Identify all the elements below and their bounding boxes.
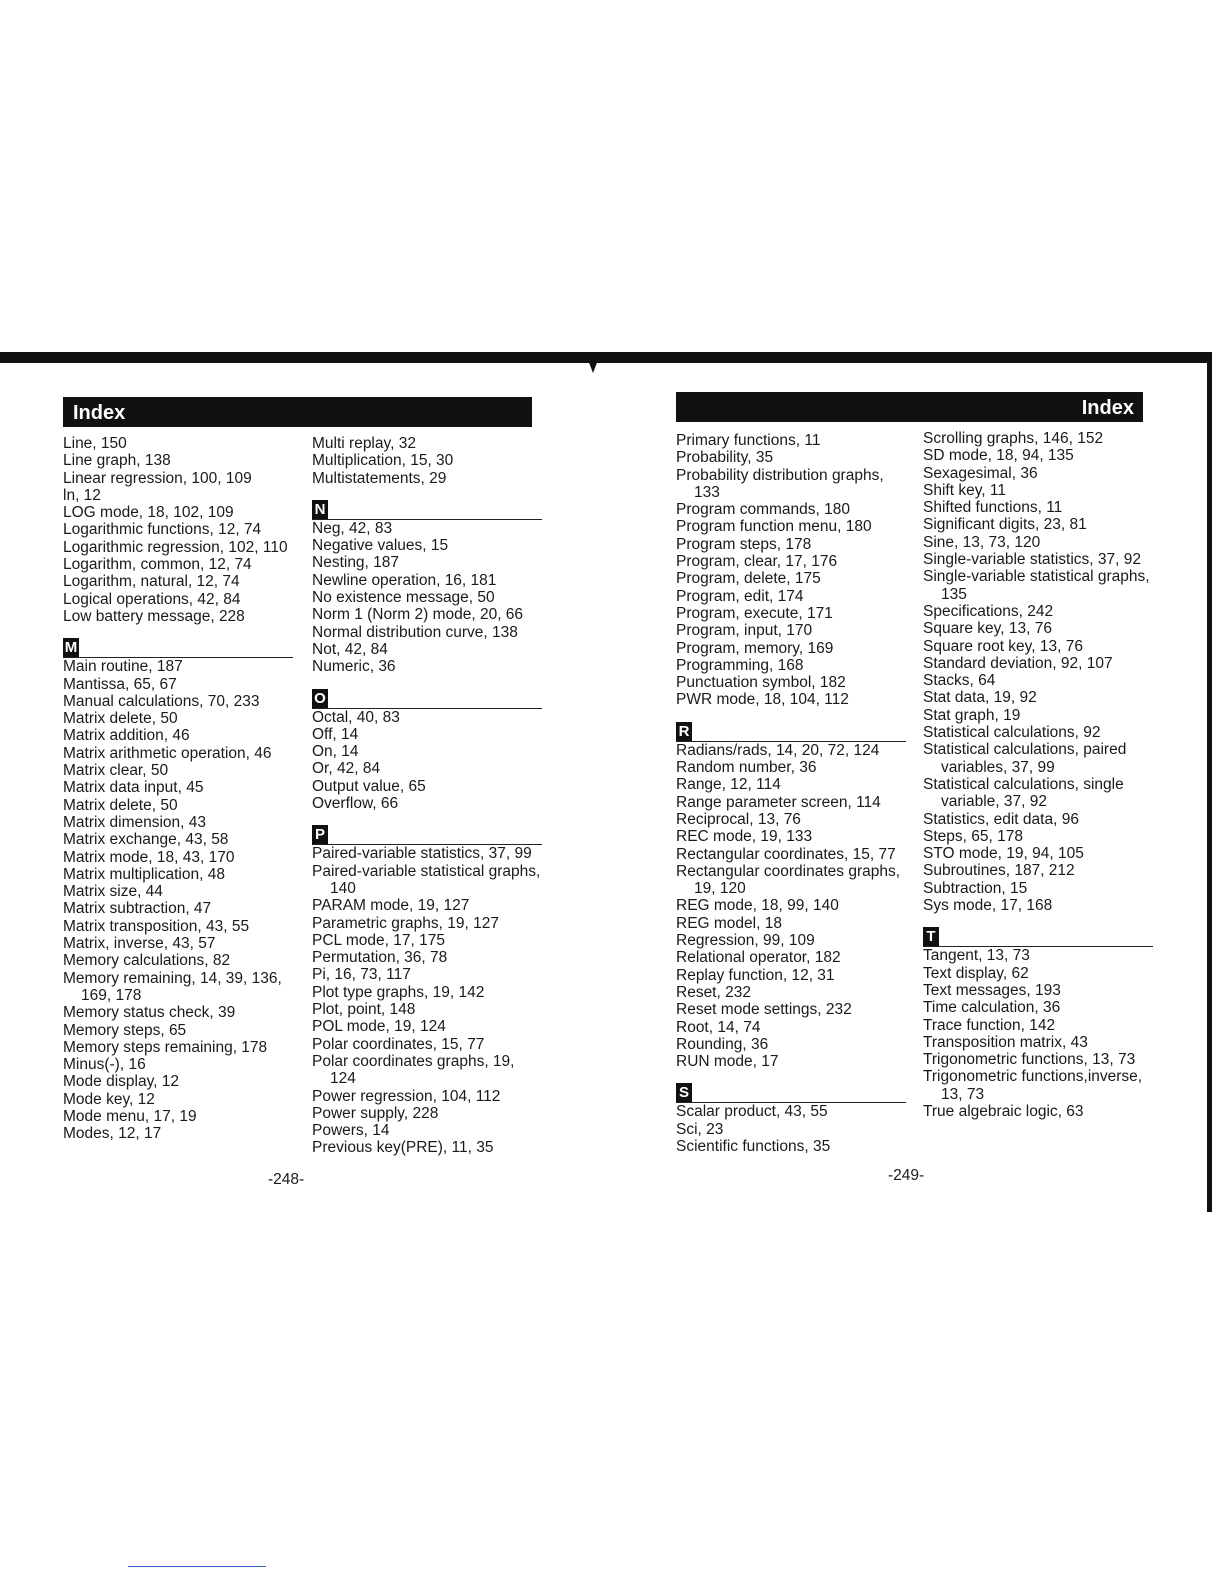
index-entry: Shifted functions, 11 <box>923 499 1063 517</box>
index-entry: Primary functions, 11 <box>676 432 821 449</box>
index-entry: Relational operator, 182 <box>676 949 841 967</box>
index-section <box>676 1082 906 1155</box>
index-entry: Mantissa, 65, 67 <box>63 675 177 693</box>
index-entry: Range parameter screen, 114 <box>676 793 881 811</box>
index-entry: Logarithm, common, 12, 74 <box>63 556 252 574</box>
index-entry: Matrix mode, 18, 43, 170 <box>63 848 235 866</box>
index-entry: Matrix arithmetic operation, 46 <box>63 744 272 762</box>
index-entry: Program, clear, 17, 176 <box>676 553 838 571</box>
section-letter: N <box>312 500 328 519</box>
index-entry: Program commands, 180 <box>676 501 851 519</box>
index-entry: Overflow, 66 <box>312 795 399 813</box>
index-entry: Single-variable statistics, 37, 92 <box>923 551 1141 569</box>
index-entry: True algebraic logic, 63 <box>923 1102 1084 1120</box>
index-entry: Plot type graphs, 19, 142 <box>312 983 485 1001</box>
index-entry: Specifications, 242 <box>923 602 1054 620</box>
index-title-left: Index <box>73 402 126 424</box>
index-entry: Program, input, 170 <box>676 622 813 640</box>
index-entry: Reciprocal, 13, 76 <box>676 810 801 828</box>
index-section <box>63 435 293 625</box>
index-entry: Probability distribution graphs, 133 <box>676 466 884 501</box>
index-section <box>312 824 542 1156</box>
index-entry: Octal, 40, 83 <box>312 708 400 726</box>
index-entry: Memory calculations, 82 <box>63 952 231 970</box>
index-entry: Significant digits, 23, 81 <box>923 516 1087 534</box>
index-entry: Memory status check, 39 <box>63 1004 236 1022</box>
index-entry: Logical operations, 42, 84 <box>63 590 241 608</box>
section-divider <box>63 637 293 658</box>
index-section <box>63 637 293 1142</box>
index-entry: Radians/rads, 14, 20, 72, 124 <box>676 741 880 759</box>
index-entry: Polar coordinates, 15, 77 <box>312 1035 485 1053</box>
index-entry: Tangent, 13, 73 <box>923 947 1030 965</box>
index-entry: Memory remaining, 14, 39, 136, 169, 178 <box>63 969 282 1004</box>
index-entry: Steps, 65, 178 <box>923 827 1023 845</box>
section-divider <box>312 499 542 520</box>
index-entry: Text display, 62 <box>923 964 1029 982</box>
index-entry: Polar coordinates graphs, 19, 124 <box>312 1052 515 1088</box>
index-entry: Rounding, 36 <box>676 1035 769 1053</box>
index-entry: Permutation, 36, 78 <box>312 949 448 967</box>
section-divider <box>923 926 1153 947</box>
index-entry: Scrolling graphs, 146, 152 <box>923 430 1104 447</box>
section-letter: R <box>676 722 692 741</box>
index-entry: Line graph, 138 <box>63 452 171 470</box>
index-entry: Negative values, 15 <box>312 537 449 555</box>
index-header-left <box>63 397 532 427</box>
index-column-1 <box>63 435 293 1143</box>
section-letter: S <box>676 1083 692 1102</box>
section-letter: T <box>923 927 939 946</box>
index-entry: Power regression, 104, 112 <box>312 1087 501 1105</box>
index-entry: Statistical calculations, 92 <box>923 724 1101 742</box>
index-title-right: Index <box>1081 397 1134 419</box>
index-entry: Plot, point, 148 <box>312 1001 416 1019</box>
index-entry: On, 14 <box>312 743 359 761</box>
index-entry: Probability, 35 <box>676 449 774 467</box>
index-entry: Nesting, 187 <box>312 554 400 572</box>
index-entry: Matrix data input, 45 <box>63 779 204 797</box>
top-notch <box>588 360 598 373</box>
index-entry: Trace function, 142 <box>923 1016 1056 1034</box>
index-entry: Matrix, inverse, 43, 57 <box>63 935 216 953</box>
index-entry: Previous key(PRE), 11, 35 <box>312 1139 494 1157</box>
top-rule <box>0 352 1212 363</box>
page-edge-rule <box>1207 357 1212 1212</box>
index-entry: Sine, 13, 73, 120 <box>923 533 1041 551</box>
index-entry: STO mode, 19, 94, 105 <box>923 845 1084 863</box>
index-entry: Multistatements, 29 <box>312 469 447 487</box>
index-entry: Program steps, 178 <box>676 535 812 553</box>
index-entry: Memory steps, 65 <box>63 1021 187 1039</box>
index-entry: Statistical calculations, paired variables, 37, 99 <box>923 741 1127 776</box>
index-entry: Matrix subtraction, 47 <box>63 900 212 918</box>
index-entry: Random number, 36 <box>676 759 817 777</box>
index-column-2 <box>312 435 542 1157</box>
section-letter: M <box>64 639 78 657</box>
section-letter: P <box>312 825 328 844</box>
index-entry: Parametric graphs, 19, 127 <box>312 914 499 932</box>
index-entry: Numeric, 36 <box>312 658 396 676</box>
index-entry: Statistical calculations, single variable, 37, 92 <box>923 775 1124 811</box>
index-entry: Root, 14, 74 <box>676 1018 761 1036</box>
index-entry: REG model, 18 <box>676 914 782 932</box>
section-divider <box>312 824 542 845</box>
index-entry: Stacks, 64 <box>923 672 996 690</box>
index-entry: PWR mode, 18, 104, 112 <box>676 691 849 709</box>
index-entry: Matrix delete, 50 <box>63 710 178 728</box>
index-header-right <box>676 392 1143 422</box>
index-entry: Logarithmic functions, 12, 74 <box>63 521 262 539</box>
index-entry: Punctuation symbol, 182 <box>676 674 846 692</box>
section-divider <box>312 688 542 709</box>
index-entry: Trigonometric functions, 13, 73 <box>923 1051 1136 1069</box>
index-entry: Matrix addition, 46 <box>63 727 190 745</box>
index-entry: Rectangular coordinates, 15, 77 <box>676 845 896 863</box>
index-entry: Mode display, 12 <box>63 1073 180 1091</box>
index-entry: Newline operation, 16, 181 <box>312 571 497 589</box>
index-entry: Range, 12, 114 <box>676 776 781 794</box>
index-entry: REG mode, 18, 99, 140 <box>676 897 839 915</box>
index-section <box>676 432 906 709</box>
index-entry: Scalar product, 43, 55 <box>676 1103 828 1121</box>
index-entry: Single-variable statistical graphs, 135 <box>923 568 1150 603</box>
index-entry: Rectangular coordinates graphs, 19, 120 <box>676 862 901 898</box>
index-entry: Norm 1 (Norm 2) mode, 20, 66 <box>312 606 524 624</box>
index-entry: Matrix multiplication, 48 <box>63 865 225 883</box>
index-column-3 <box>676 432 906 1155</box>
index-entry: Multiplication, 15, 30 <box>312 452 454 470</box>
index-entry: Minus(-), 16 <box>63 1056 146 1074</box>
index-entry: Sci, 23 <box>676 1120 724 1138</box>
index-entry: Memory steps remaining, 178 <box>63 1038 268 1056</box>
index-entry: Modes, 12, 17 <box>63 1125 162 1143</box>
index-entry: Reset, 232 <box>676 983 751 1001</box>
index-entry: Sexagesimal, 36 <box>923 464 1038 482</box>
index-entry: Or, 42, 84 <box>312 760 381 778</box>
index-entry: Paired-variable statistical graphs, 140 <box>312 862 541 897</box>
index-entry: Programming, 168 <box>676 656 804 674</box>
index-section <box>312 688 542 813</box>
index-entry: Program, edit, 174 <box>676 587 804 605</box>
index-entry: Logarithmic regression, 102, 110 <box>63 538 288 556</box>
index-entry: Multi replay, 32 <box>312 435 416 452</box>
index-entry: Scientific functions, 35 <box>676 1137 831 1155</box>
section-letter: O <box>312 689 328 708</box>
index-entry: Matrix clear, 50 <box>63 762 169 780</box>
index-section <box>312 435 542 487</box>
index-entry: Stat graph, 19 <box>923 706 1021 724</box>
index-entry: Matrix dimension, 43 <box>63 813 207 831</box>
index-entry: Powers, 14 <box>312 1122 390 1140</box>
index-entry: Manual calculations, 70, 233 <box>63 692 260 710</box>
index-entry: POL mode, 19, 124 <box>312 1018 446 1036</box>
index-entry: Transposition matrix, 43 <box>923 1033 1088 1051</box>
index-entry: Program, execute, 171 <box>676 604 833 622</box>
index-entry: Program function menu, 180 <box>676 518 872 536</box>
index-entry: Program, delete, 175 <box>676 570 821 588</box>
index-entry: PCL mode, 17, 175 <box>312 931 445 949</box>
index-entry: Shift key, 11 <box>923 481 1006 499</box>
index-entry: Mode key, 12 <box>63 1090 155 1108</box>
index-entry: Regression, 99, 109 <box>676 932 815 950</box>
index-entry: Power supply, 228 <box>312 1104 439 1122</box>
index-entry: Matrix delete, 50 <box>63 796 178 814</box>
index-entry: Matrix exchange, 43, 58 <box>63 831 229 849</box>
section-divider <box>676 1082 906 1103</box>
index-entry: Standard deviation, 92, 107 <box>923 654 1113 672</box>
index-entry: Program, memory, 169 <box>676 639 834 657</box>
index-entry: Mode menu, 17, 19 <box>63 1107 197 1125</box>
index-entry: Square key, 13, 76 <box>923 620 1052 638</box>
index-entry: Trigonometric functions,inverse, 13, 73 <box>923 1068 1143 1103</box>
index-section <box>923 926 1153 1120</box>
index-entry: LOG mode, 18, 102, 109 <box>63 504 234 522</box>
index-entry: Output value, 65 <box>312 777 426 795</box>
section-divider <box>676 721 906 742</box>
index-entry: Not, 42, 84 <box>312 640 388 658</box>
index-entry: PARAM mode, 19, 127 <box>312 897 470 915</box>
index-section <box>312 499 542 676</box>
index-entry: Main routine, 187 <box>63 658 183 676</box>
index-entry: Sys mode, 17, 168 <box>923 897 1053 915</box>
index-entry: ln, 12 <box>63 486 101 504</box>
index-column-4 <box>923 430 1153 1120</box>
index-entry: Neg, 42, 83 <box>312 519 393 537</box>
index-entry: REC mode, 19, 133 <box>676 828 813 846</box>
index-section <box>676 721 906 1071</box>
index-entry: Statistics, edit data, 96 <box>923 810 1079 828</box>
index-entry: Linear regression, 100, 109 <box>63 469 252 487</box>
index-entry: Text messages, 193 <box>923 981 1061 999</box>
index-entry: Logarithm, natural, 12, 74 <box>63 573 240 591</box>
page-number-left: -248- <box>268 1171 305 1188</box>
index-entry: Low battery message, 228 <box>63 607 245 625</box>
index-entry: Replay function, 12, 31 <box>676 966 835 984</box>
index-entry: Line, 150 <box>63 435 127 452</box>
index-entry: Pi, 16, 73, 117 <box>312 966 411 984</box>
index-section <box>923 430 1153 914</box>
index-entry: RUN mode, 17 <box>676 1053 779 1071</box>
index-entry: Matrix size, 44 <box>63 883 163 901</box>
index-entry: Subroutines, 187, 212 <box>923 862 1075 880</box>
index-entry: Reset mode settings, 232 <box>676 1001 852 1019</box>
footnote-rule <box>128 1566 266 1567</box>
index-entry: Paired-variable statistics, 37, 99 <box>312 845 532 863</box>
index-entry: Stat data, 19, 92 <box>923 689 1037 707</box>
index-entry: Normal distribution curve, 138 <box>312 623 518 641</box>
index-entry: Subtraction, 15 <box>923 879 1028 897</box>
page-number-right: -249- <box>888 1167 925 1184</box>
index-entry: No existence message, 50 <box>312 589 495 607</box>
index-entry: Off, 14 <box>312 725 359 743</box>
index-entry: SD mode, 18, 94, 135 <box>923 447 1074 465</box>
index-entry: Matrix transposition, 43, 55 <box>63 917 250 935</box>
index-entry: Square root key, 13, 76 <box>923 637 1083 655</box>
index-entry: Time calculation, 36 <box>923 999 1061 1017</box>
